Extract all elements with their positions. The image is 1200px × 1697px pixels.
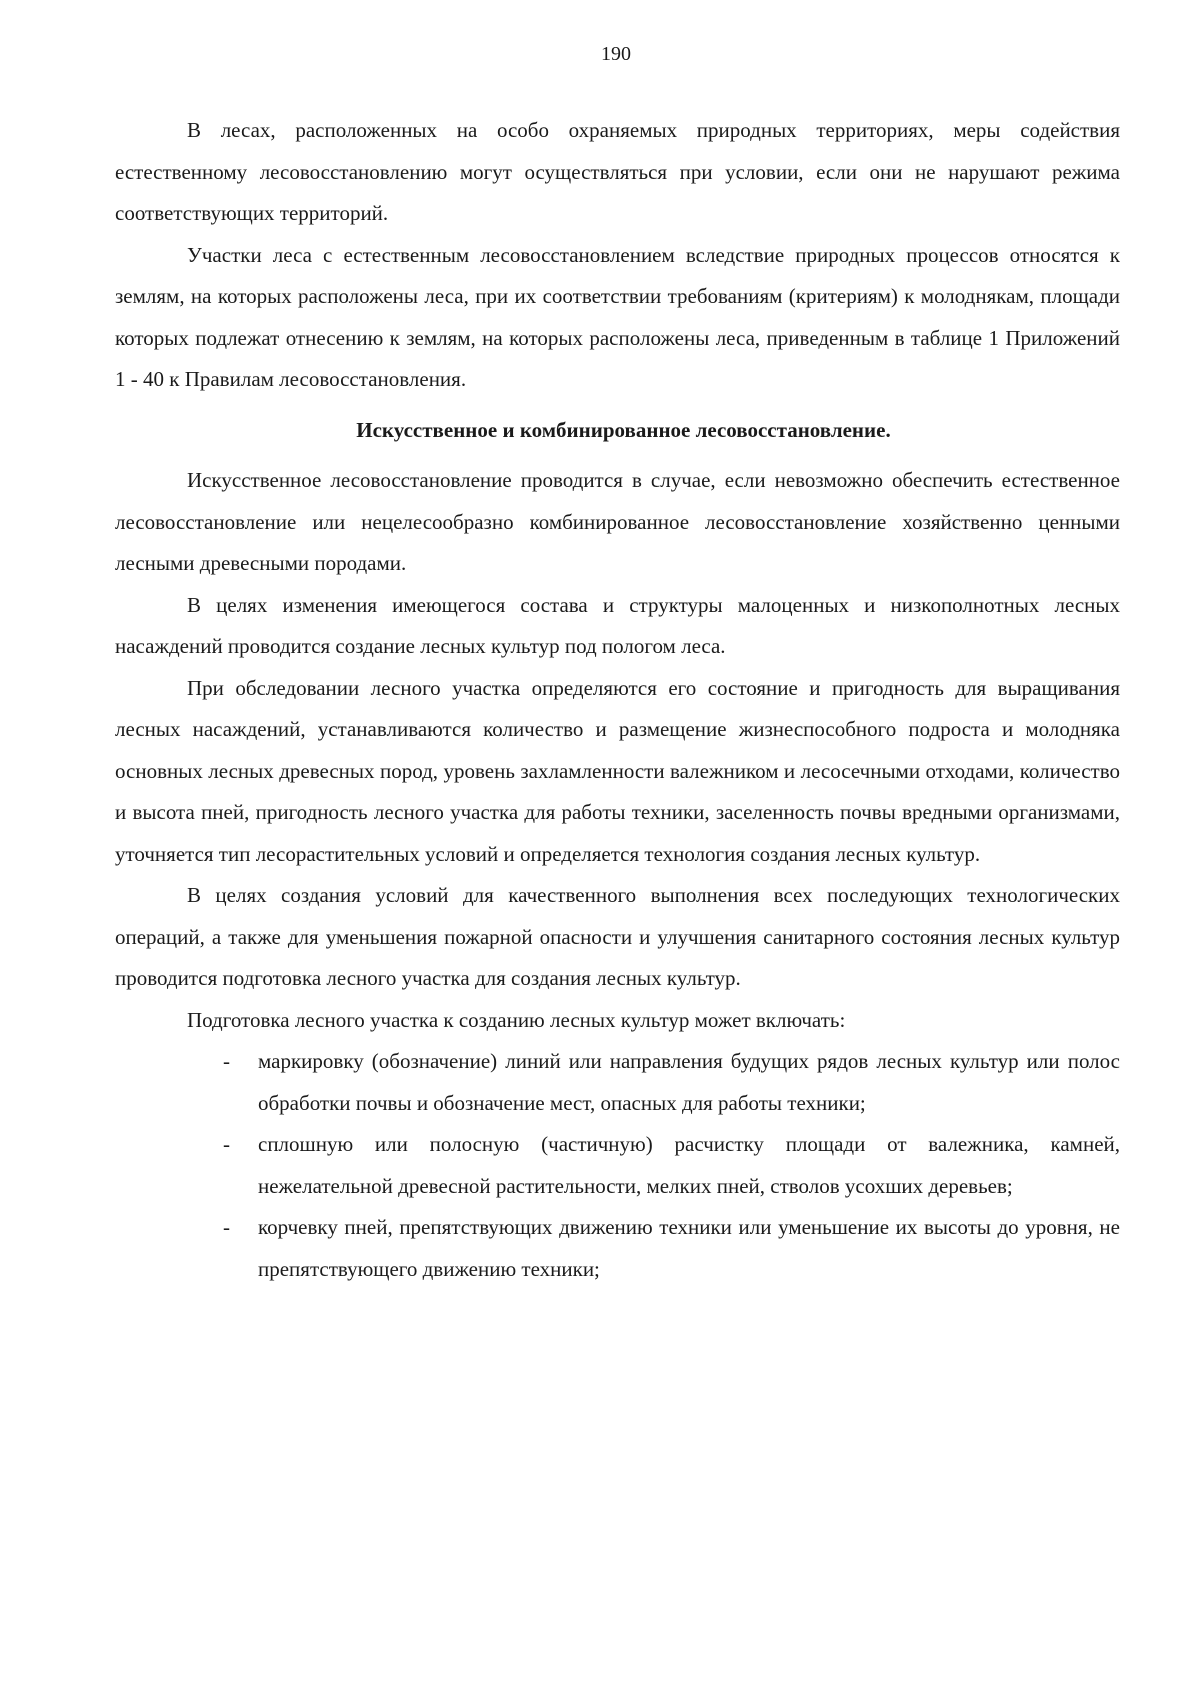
- list-item-text: маркировку (обозначение) линий или направления будущих рядов лесных культур или полос обработки почвы и обозначение мест, опасных для работы техники;: [258, 1049, 1120, 1115]
- paragraph: При обследовании лесного участка определяются его состояние и пригодность для выращивания лесных насаждений, устанавливаются количество и размещение жизнеспособного подроста и молодняка основных лесных древесных пород, уровень захламленности валежником и лесосечными отходами, количество и высота пней, пригодность лесного участка для работы техники, заселенность почвы вредными организмами, уточняется тип лесорастительных условий и определяется технология создания лесных культур.: [115, 675, 1120, 866]
- paragraph: Искусственное лесовосстановление проводится в случае, если невозможно обеспечить естественное лесовосстановление или нецелесообразно комбинированное лесовосстановление хозяйственно ценными лесными древесными породами.: [115, 468, 1120, 575]
- list-bullet: -: [223, 1049, 230, 1073]
- list-bullet: -: [223, 1215, 230, 1239]
- list-item-text: сплошную или полосную (частичную) расчистку площади от валежника, камней, нежелательной древесной растительности, мелких пней, стволов усохших деревьев;: [258, 1132, 1120, 1198]
- paragraph: Подготовка лесного участка к созданию лесных культур может включать:: [187, 1007, 846, 1032]
- document-body: [115, 110, 1120, 1290]
- list-item: [223, 1207, 1120, 1290]
- page-number: 190: [601, 43, 631, 65]
- preparation-list: [115, 1041, 1120, 1290]
- section-heading: Искусственное и комбинированное лесовосстановление.: [356, 417, 891, 442]
- list-bullet: -: [223, 1132, 230, 1156]
- list-item-text: корчевку пней, препятствующих движению техники или уменьшение их высоты до уровня, не препятствующего движению техники;: [258, 1215, 1120, 1281]
- paragraph: В целях изменения имеющегося состава и структуры малоценных и низкополнотных лесных насаждений проводится создание лесных культур под пологом леса.: [115, 592, 1120, 658]
- paragraph: Участки леса с естественным лесовосстановлением вследствие природных процессов относятся к землям, на которых расположены леса, при их соответствии требованиям (критериям) к молоднякам, площади которых подлежат отнесению к землям, на которых расположены леса, приведенным в таблице 1 Приложений 1 - 40 к Правилам лесовосстановления.: [115, 242, 1120, 391]
- list-item: [223, 1124, 1120, 1207]
- list-item: [223, 1041, 1120, 1124]
- paragraph: В лесах, расположенных на особо охраняемых природных территориях, меры содействия естественному лесовосстановлению могут осуществляться при условии, если они не нарушают режима соответствующих территорий.: [115, 118, 1120, 225]
- paragraph: В целях создания условий для качественного выполнения всех последующих технологических операций, а также для уменьшения пожарной опасности и улучшения санитарного состояния лесных культур проводится подготовка лесного участка для создания лесных культур.: [115, 883, 1120, 990]
